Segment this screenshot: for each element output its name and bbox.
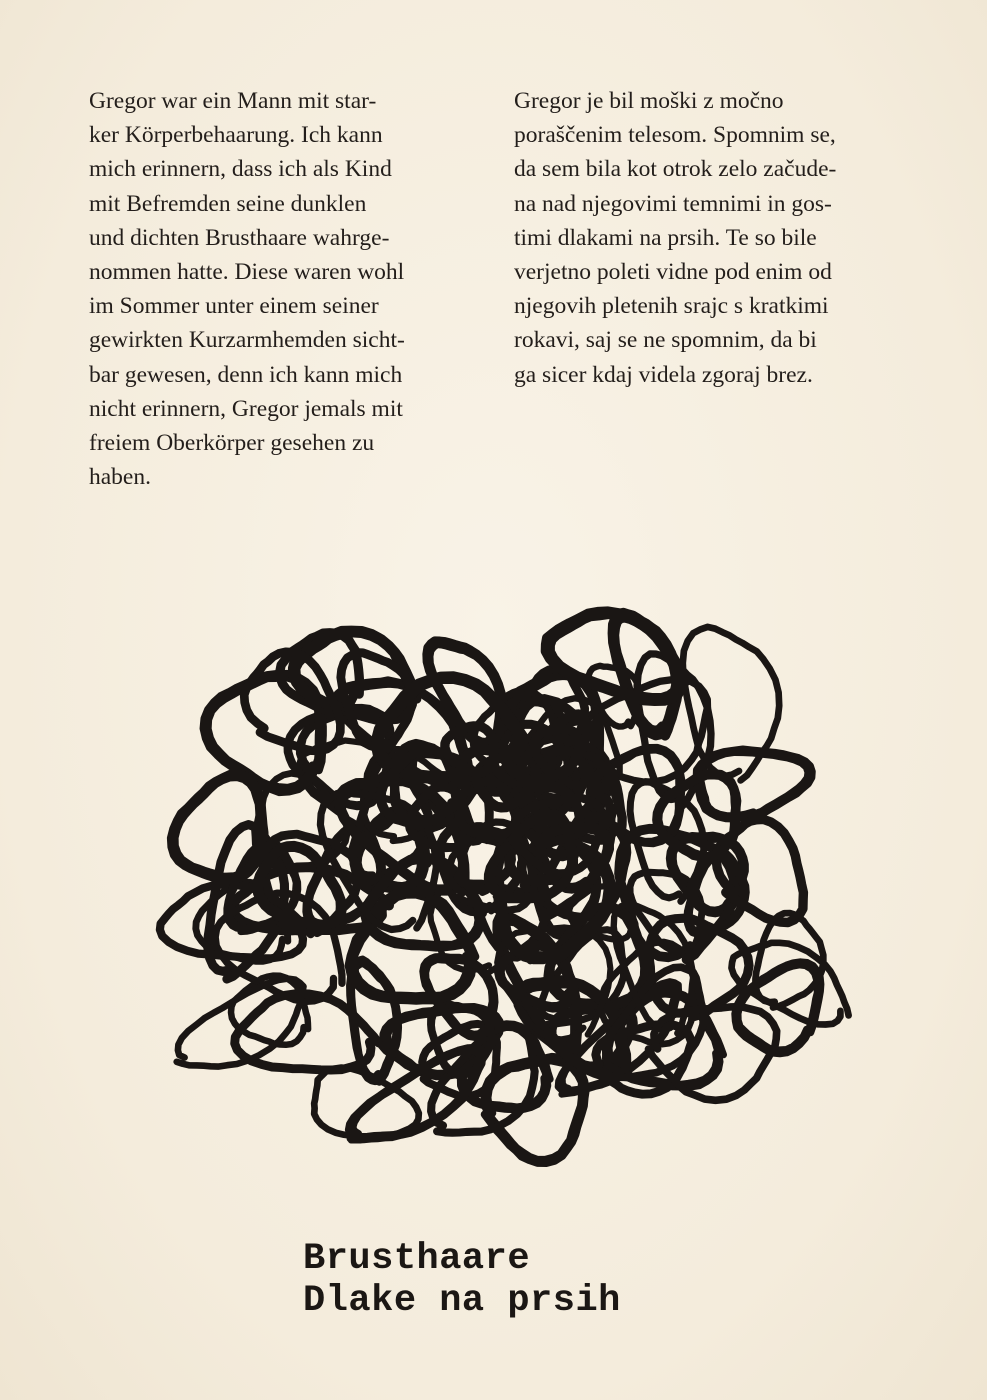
slovenian-text-column: [514, 84, 914, 392]
slovenian-line: rokavi, saj se ne spomnim, da bi: [514, 327, 817, 354]
slovenian-line: Gregor je bil moški z močno: [514, 88, 784, 114]
slovenian-line: verjetno poleti vidne pod enim od: [514, 259, 832, 286]
title-slovenian: Dlake na prsih: [303, 1280, 621, 1322]
german-line: ker Körperbehaarung. Ich kann: [89, 122, 383, 149]
slovenian-line: ga sicer kdaj videla zgoraj brez.: [514, 361, 813, 388]
german-line: und dichten Brusthaare wahrge-: [89, 224, 390, 251]
scribble-loop: [755, 913, 823, 1007]
german-line: mit Befremden seine dunklen: [89, 190, 367, 217]
scribble-svg: [120, 565, 880, 1185]
german-line: im Sommer unter einem seiner: [89, 293, 379, 320]
slovenian-line: timi dlakami na prsih. Te so bile: [514, 224, 817, 251]
german-line: mich erinnern, dass ich als Kind: [89, 156, 392, 183]
german-line: gewirkten Kurzarmhemden sicht-: [89, 327, 405, 354]
german-text-column: [89, 84, 479, 494]
scribble-loops: [160, 611, 849, 1163]
german-line: nommen hatte. Diese waren wohl: [89, 259, 405, 286]
slovenian-line: njegovih pletenih srajc s kratkimi: [514, 293, 829, 320]
german-line: freiem Oberkörper gesehen zu: [89, 430, 375, 457]
slovenian-line: poraščenim telesom. Spomnim se,: [514, 122, 836, 149]
ink-scribble-icon: [120, 565, 880, 1185]
german-line: bar gewesen, denn ich kann mich: [89, 361, 403, 388]
german-line: haben.: [89, 464, 151, 491]
german-line: Gregor war ein Mann mit star-: [89, 88, 377, 114]
page-title: [303, 1238, 621, 1322]
title-german: Brusthaare: [303, 1238, 531, 1280]
slovenian-line: da sem bila kot otrok zelo začude-: [514, 156, 837, 183]
german-line: nicht erinnern, Gregor jemals mit: [89, 395, 403, 422]
slovenian-line: na nad njegovimi temnimi in gos-: [514, 190, 832, 217]
